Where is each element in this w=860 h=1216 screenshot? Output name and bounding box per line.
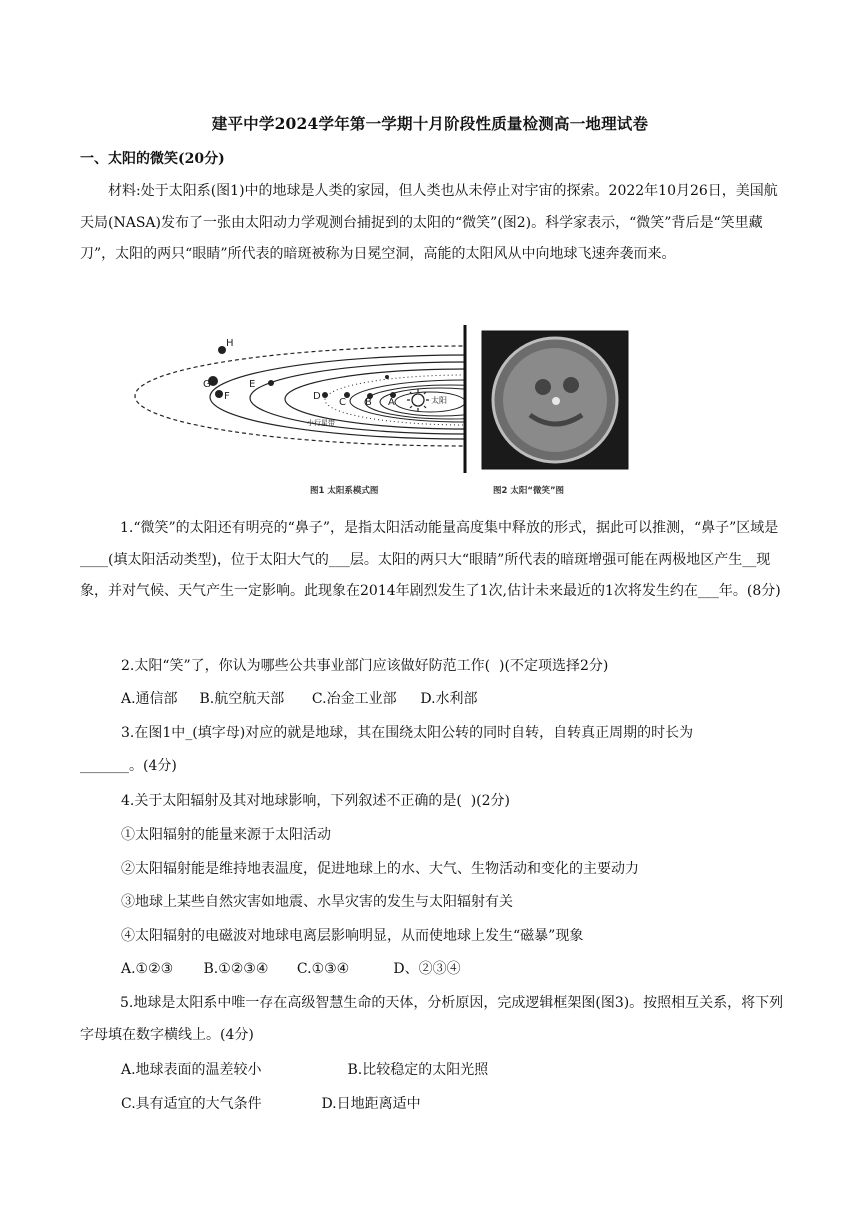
exam-title: 建平中学2024学年第一学期十月阶段性质量检测高一地理试卷 [211, 114, 649, 133]
question-2: 2.太阳“笑”了，你认为哪些公共事业部门应该做好防范工作( )(不定项选择2分) [121, 658, 609, 674]
label-E: E [249, 379, 256, 390]
q4-option-a[interactable]: A.①②③ [121, 961, 174, 977]
label-B: B [365, 397, 372, 408]
question-4: 4.关于太阳辐射及其对地球影响，下列叙述不正确的是( )(2分) [121, 793, 511, 809]
question-1: 1.“微笑”的太阳还有明亮的“鼻子”，是指太阳活动能量高度集中释放的形式，据此可以推测，“鼻子”区域是____(填太阳活动类型)，位于太阳大气的___层。太阳的两只大“眼睛”所代表的暗斑增强可能在两极地区产生__现象，并对气候、天气产生一定影响。此现象在2014年剧烈发生了1次,估计未来最近的1次将发生约在___年。(8分) [80, 520, 781, 599]
q5-options-row2 [121, 1093, 421, 1113]
label-H: H [226, 338, 234, 349]
sun-label: 太阳 [431, 396, 447, 405]
figure1-caption: 图1 太阳系模式图 [310, 486, 379, 496]
label-C: C [339, 397, 346, 408]
label-F: F [224, 391, 230, 402]
q4-option-b[interactable]: B.①②③④ [203, 961, 269, 977]
q2-option-c[interactable]: C.冶金工业部 [311, 691, 397, 707]
label-G: G [203, 379, 211, 390]
q4-statement-2: ②太阳辐射能是维持地表温度，促进地球上的水、大气、生物活动和变化的主要动力 [121, 861, 639, 877]
q2-option-d[interactable]: D.水利部 [420, 691, 478, 707]
q5-option-c: C.具有适宜的大气条件 [121, 1096, 262, 1112]
question-2-options [121, 688, 478, 708]
material-paragraph: 材料:处于太阳系(图1)中的地球是人类的家园，但人类也从未停止对宇宙的探索。2022年10月26日，美国航天局(NASA)发布了一张由太阳动力学观测台捕捉到的太阳的“微笑”(图2)。科学家表示，“微笑”背后是“笑里藏刀”，太阳的两只“眼睛”所代表的暗斑被称为日冕空洞，高能的太阳风从中向地球飞速奔袭而来。 [80, 183, 778, 262]
q2-option-b[interactable]: B.航空航天部 [199, 691, 285, 707]
q5-options-row1 [121, 1059, 488, 1079]
question-3-line2: _______。(4分) [80, 758, 177, 774]
q4-statement-1: ①太阳辐射的能量来源于太阳活动 [121, 827, 331, 843]
figure2-caption: 图2 太阳“微笑”图 [493, 486, 565, 496]
label-D: D [313, 391, 321, 402]
q4-statement-4: ④太阳辐射的电磁波对地球电离层影响明显，从而使地球上发生“磁暴”现象 [121, 928, 584, 944]
q2-option-a[interactable]: A.通信部 [121, 691, 178, 707]
q4-option-c[interactable]: C.①③④ [296, 961, 350, 977]
q5-option-a: A.地球表面的温差较小 [121, 1062, 262, 1078]
q5-option-b: B.比较稳定的太阳光照 [347, 1062, 489, 1078]
solar-system-figure [125, 325, 645, 503]
section-heading: 一、太阳的微笑(20分) [80, 151, 225, 167]
q5-option-d: D.日地距离适中 [321, 1096, 421, 1112]
q4-statement-3: ③地球上某些自然灾害如地震、水旱灾害的发生与太阳辐射有关 [121, 894, 513, 910]
q4-option-d[interactable]: D、②③④ [393, 961, 461, 977]
question-5: 5.地球是太阳系中唯一存在高级智慧生命的天体，分析原因，完成逻辑框架图(图3)。按照相互关系，将下列字母填在数字横线上。(4分) [80, 995, 784, 1043]
question-4-options [121, 958, 461, 978]
label-A: A [388, 397, 395, 408]
question-3-line1: 3.在图1中_(填字母)对应的就是地球，其在围绕太阳公转的同时自转，自转真正周期的时长为 [121, 725, 694, 741]
asteroid-belt-label: 小行星带 [307, 419, 335, 427]
